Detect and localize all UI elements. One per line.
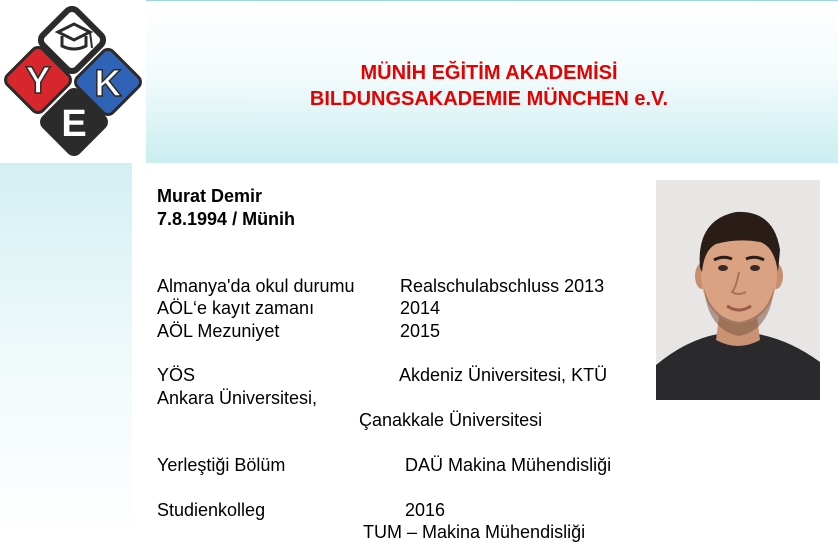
person-birth: 7.8.1994 / Münih: [157, 209, 296, 229]
left-gradient-strip: [0, 163, 132, 540]
placement-value: DAÜ Makina Mühendisliği: [405, 455, 612, 475]
yos-value-1: Akdeniz Üniversitesi, KTÜ: [399, 365, 608, 385]
portrait-image: [656, 180, 820, 400]
aol-registration-label: AÖL‘e kayıt zamanı: [157, 298, 315, 318]
placement-label: Yerleştiği Bölüm: [157, 455, 286, 475]
profile-photo: [656, 180, 820, 400]
studienkolleg-label: Studienkolleg: [157, 500, 266, 520]
person-name: Murat Demir: [157, 186, 263, 206]
yos-label: YÖS: [157, 365, 196, 385]
yek-logo: [0, 0, 146, 163]
title-line-german: BILDUNGSAKADEMIE MÜNCHEN e.V.: [309, 88, 669, 110]
school-label: Almanya'da okul durumu: [157, 276, 355, 296]
page-title: [146, 60, 838, 112]
school-value: Realschulabschluss 2013: [400, 276, 605, 296]
logo-letter-k: K: [94, 63, 122, 105]
yos-value-3: Çanakkale Üniversitesi: [359, 410, 543, 430]
yek-logo-icon: [0, 0, 146, 163]
aol-graduation-label: AÖL Mezuniyet: [157, 321, 280, 341]
aol-registration-value: 2014: [400, 298, 441, 318]
logo-letter-y: Y: [25, 60, 51, 102]
aol-graduation-value: 2015: [400, 321, 441, 341]
studienkolleg-program: TUM – Makina Mühendisliği: [363, 522, 586, 542]
title-line-turkish: MÜNİH EĞİTİM AKADEMİSİ: [360, 62, 618, 84]
studienkolleg-year: 2016: [405, 500, 446, 520]
logo-letter-e: E: [61, 103, 87, 145]
yos-value-2: Ankara Üniversitesi,: [157, 388, 318, 408]
